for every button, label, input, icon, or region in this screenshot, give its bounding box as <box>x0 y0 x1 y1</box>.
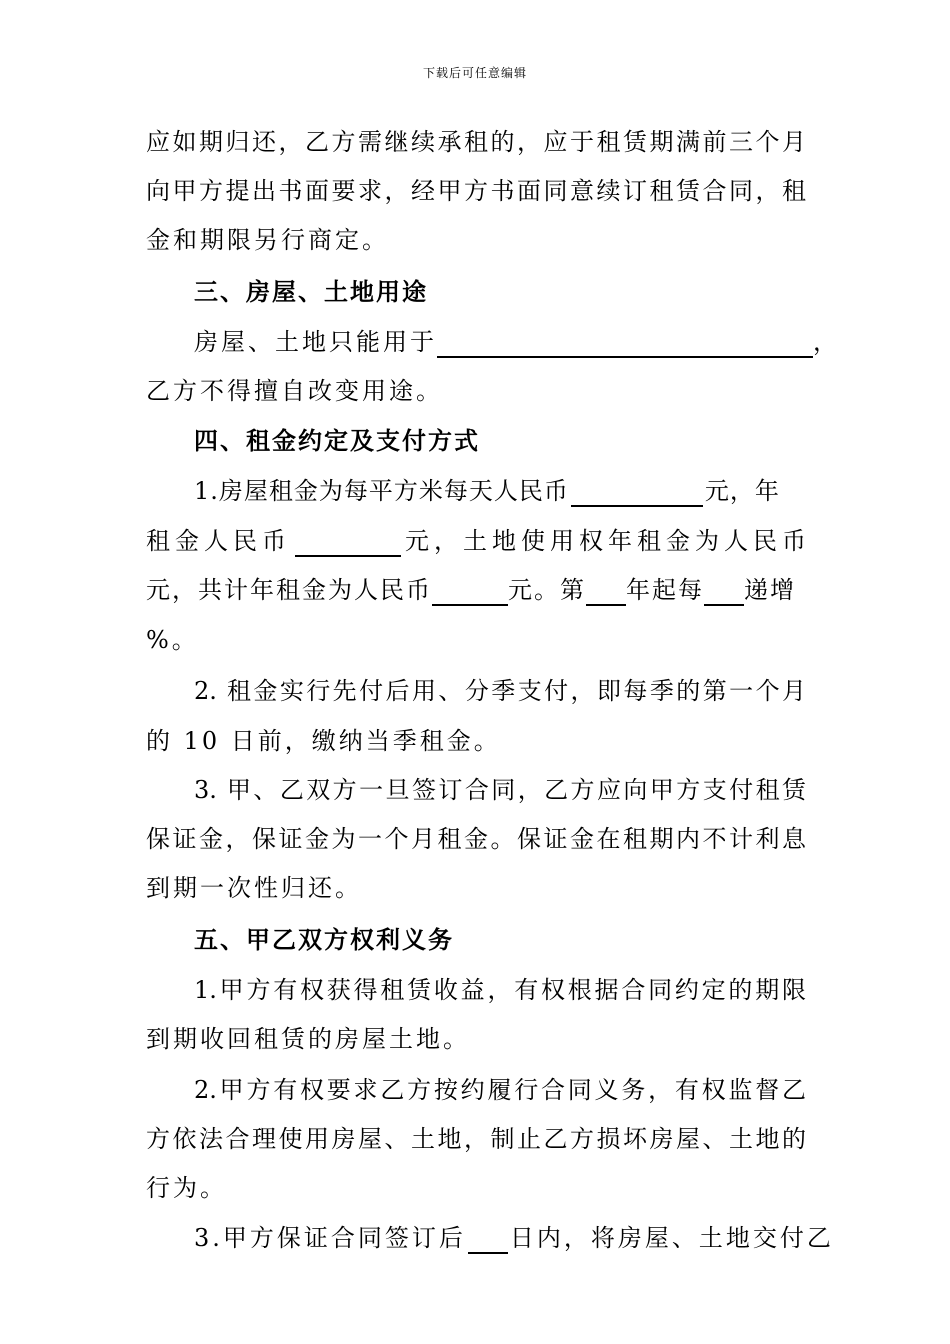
section-heading-5: 五、甲乙双方权利义务 <box>194 925 454 954</box>
paragraph-line: 到期收回租赁的房屋土地。 <box>146 1025 470 1053</box>
paragraph-line: 的 10 日前，缴纳当季租金。 <box>146 727 501 755</box>
text-segment: 元。第 <box>508 576 586 604</box>
text-segment: 3.甲方保证合同签订后 <box>194 1224 466 1252</box>
text-segment: 元，土地使用权年租金为人民币 <box>405 527 811 555</box>
paragraph-line: 金和期限另行商定。 <box>146 226 389 254</box>
text-segment: 1.房屋租金为每平方米每天人民币 <box>194 477 569 505</box>
text-segment: 元，共计年租金为人民币 <box>146 576 432 604</box>
paragraph-line: 方依法合理使用房屋、土地，制止乙方损坏房屋、土地的 <box>146 1125 806 1153</box>
fill-in-blank[interactable] <box>468 1226 508 1254</box>
text-segment: 房屋、土地只能用于 <box>194 328 437 356</box>
text-segment: 元，年 <box>704 477 780 505</box>
paragraph-line: 3. 甲、乙双方一旦签订合同，乙方应向甲方支付租赁 <box>194 776 806 804</box>
paragraph-line: 应如期归还，乙方需继续承租的，应于租赁期满前三个月 <box>146 128 806 156</box>
paragraph-line: 2.甲方有权要求乙方按约履行合同义务，有权监督乙 <box>194 1076 806 1104</box>
text-segment: 租金人民币 <box>146 527 291 555</box>
paragraph-line <box>194 475 806 507</box>
paragraph-line <box>194 326 840 358</box>
paragraph-line: 1.甲方有权获得租赁收益，有权根据合同约定的期限 <box>194 976 806 1004</box>
fill-in-blank[interactable] <box>704 578 744 606</box>
paragraph-line: 乙方不得擅自改变用途。 <box>146 377 443 405</box>
paragraph-line: 行为。 <box>146 1174 227 1202</box>
paragraph-line <box>146 525 811 557</box>
paragraph-line: 保证金，保证金为一个月租金。保证金在租期内不计利息 <box>146 825 806 853</box>
fill-in-blank[interactable] <box>586 578 626 606</box>
page-header: 下载后可任意编辑 <box>422 66 527 80</box>
fill-in-blank[interactable] <box>295 529 401 557</box>
text-segment: 年起每 <box>626 576 704 604</box>
paragraph-line: 2. 租金实行先付后用、分季支付，即每季的第一个月 <box>194 677 806 705</box>
section-heading-4: 四、租金约定及支付方式 <box>194 426 480 455</box>
paragraph-line: %。 <box>146 626 199 654</box>
paragraph-line <box>194 1222 834 1254</box>
text-segment: ， <box>813 328 840 356</box>
text-segment: 递增 <box>744 576 796 604</box>
fill-in-blank[interactable] <box>432 578 508 606</box>
text-segment: 日内，将房屋、土地交付乙 <box>509 1224 834 1252</box>
paragraph-line: 到期一次性归还。 <box>146 874 362 902</box>
section-heading-3: 三、房屋、土地用途 <box>194 277 428 306</box>
paragraph-line: 向甲方提出书面要求，经甲方书面同意续订租赁合同，租 <box>146 177 806 205</box>
fill-in-blank[interactable] <box>437 330 813 358</box>
fill-in-blank[interactable] <box>571 479 703 507</box>
paragraph-line <box>146 574 806 606</box>
